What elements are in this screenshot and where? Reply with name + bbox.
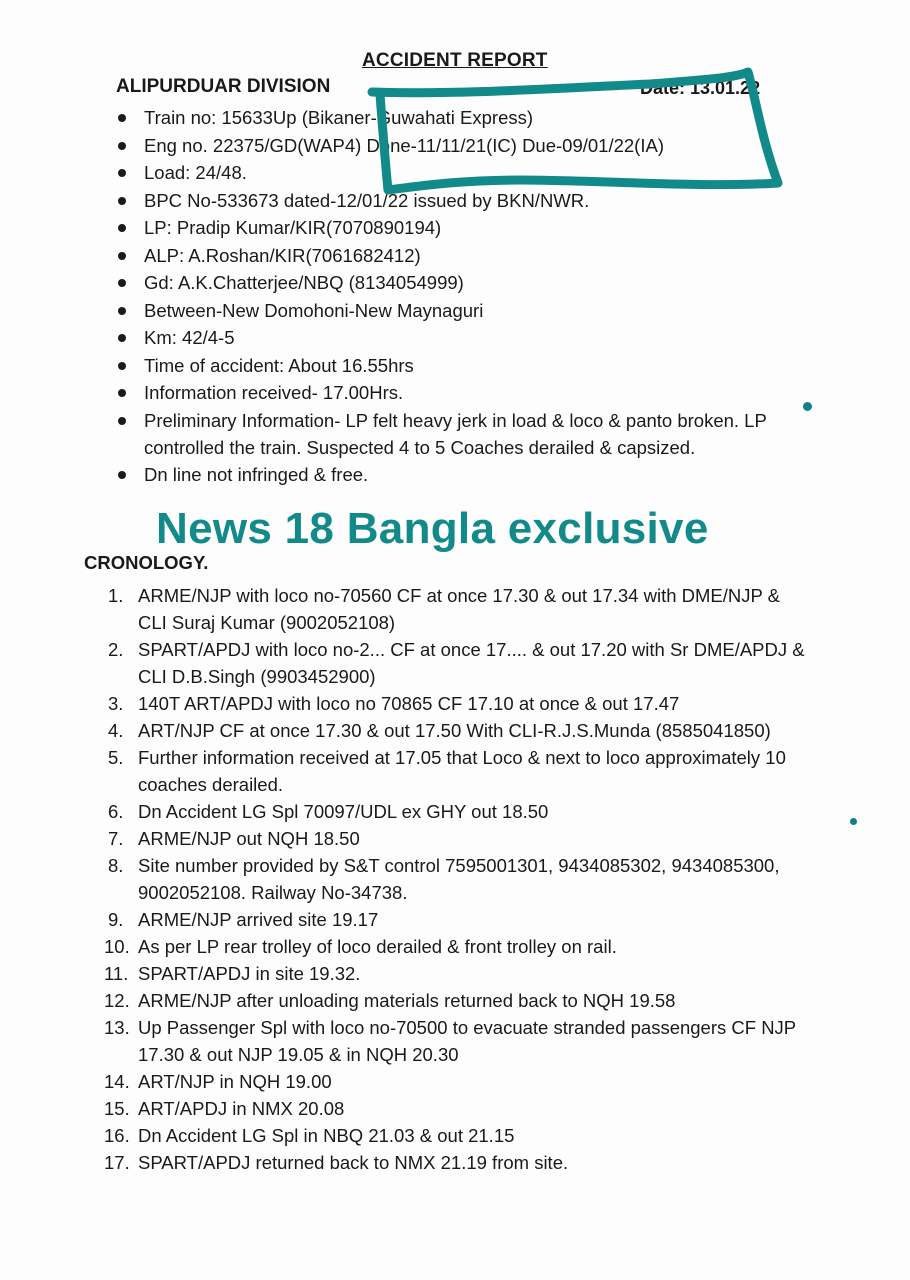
item-text: Further information received at 17.05 that Loco & next to loco approximately 10 coaches derailed. xyxy=(138,747,786,795)
detail-item: ALP: A.Roshan/KIR(7061682412) xyxy=(118,242,798,270)
detail-item: Load: 24/48. xyxy=(118,159,798,187)
detail-item: Gd: A.K.Chatterjee/NBQ (8134054999) xyxy=(118,269,798,297)
chronology-item xyxy=(104,1068,808,1095)
item-text: Site number provided by S&T control 7595001301, 9434085302, 9434085300, 9002052108. Railway No-34738. xyxy=(138,855,780,903)
item-text: ARME/NJP out NQH 18.50 xyxy=(138,828,360,849)
item-number: 16. xyxy=(104,1125,130,1146)
stray-dot xyxy=(803,402,812,411)
item-text: ART/NJP in NQH 19.00 xyxy=(138,1071,332,1092)
detail-item: Information received- 17.00Hrs. xyxy=(118,379,798,407)
detail-item: Between-New Domohoni-New Maynaguri xyxy=(118,297,798,325)
chronology-item xyxy=(104,1149,808,1176)
item-text: ARME/NJP arrived site 19.17 xyxy=(138,909,379,930)
report-title: ACCIDENT REPORT xyxy=(362,50,548,71)
item-text: 140T ART/APDJ with loco no 70865 CF 17.10 at once & out 17.47 xyxy=(138,693,680,714)
item-number: 15. xyxy=(104,1098,130,1119)
details-list xyxy=(118,104,798,488)
item-number: 17. xyxy=(104,1152,130,1173)
chronology-item xyxy=(104,1122,808,1149)
chronology-item xyxy=(108,582,808,636)
chronology-item xyxy=(108,717,808,744)
item-number: 12. xyxy=(104,990,130,1011)
item-number: 6. xyxy=(108,801,124,822)
division-name: ALIPURDUAR DIVISION xyxy=(116,76,331,97)
chronology-item xyxy=(108,852,808,906)
item-number: 14. xyxy=(104,1071,130,1092)
item-text: SPART/APDJ with loco no-2... CF at once 17.... & out 17.20 with Sr DME/APDJ & CLI D.B.Singh (9903452900) xyxy=(138,639,805,687)
item-number: 9. xyxy=(108,909,124,930)
item-number: 13. xyxy=(104,1017,130,1038)
item-text: ARME/NJP after unloading materials returned back to NQH 19.58 xyxy=(138,990,676,1011)
chronology-item xyxy=(104,1095,808,1122)
chronology-item xyxy=(108,798,808,825)
detail-item: Dn line not infringed & free. xyxy=(118,461,798,489)
chronology-heading: CRONOLOGY. xyxy=(84,552,209,573)
chronology-list xyxy=(104,582,808,1176)
item-text: ART/NJP CF at once 17.30 & out 17.50 With CLI-R.J.S.Munda (8585041850) xyxy=(138,720,771,741)
item-text: Up Passenger Spl with loco no-70500 to evacuate stranded passengers CF NJP 17.30 & out NJP 19.05 & in NQH 20.30 xyxy=(138,1017,796,1065)
chronology-item xyxy=(108,825,808,852)
item-text: ARME/NJP with loco no-70560 CF at once 17.30 & out 17.34 with DME/NJP & CLI Suraj Kumar (9002052108) xyxy=(138,585,780,633)
item-number: 3. xyxy=(108,693,124,714)
item-text: Dn Accident LG Spl in NBQ 21.03 & out 21.15 xyxy=(138,1125,515,1146)
item-number: 4. xyxy=(108,720,124,741)
detail-item: Eng no. 22375/GD(WAP4) Done-11/11/21(IC) Due-09/01/22(IA) xyxy=(118,132,798,160)
item-number: 11. xyxy=(104,963,129,984)
item-text: SPART/APDJ returned back to NMX 21.19 from site. xyxy=(138,1152,569,1173)
chronology-item xyxy=(108,690,808,717)
item-text: As per LP rear trolley of loco derailed & front trolley on rail. xyxy=(138,936,617,957)
item-number: 8. xyxy=(108,855,124,876)
detail-item: Time of accident: About 16.55hrs xyxy=(118,352,798,380)
item-text: Dn Accident LG Spl 70097/UDL ex GHY out 18.50 xyxy=(138,801,549,822)
item-text: SPART/APDJ in site 19.32. xyxy=(138,963,361,984)
item-number: 5. xyxy=(108,747,124,768)
item-number: 10. xyxy=(104,936,130,957)
stray-dot xyxy=(850,818,857,825)
chronology-item xyxy=(104,933,808,960)
chronology-item xyxy=(104,987,808,1014)
item-number: 2. xyxy=(108,639,124,660)
detail-item: BPC No-533673 dated-12/01/22 issued by BKN/NWR. xyxy=(118,187,798,215)
news-watermark: News 18 Bangla exclusive xyxy=(156,504,709,553)
detail-item: LP: Pradip Kumar/KIR(7070890194) xyxy=(118,214,798,242)
detail-item: Km: 42/4-5 xyxy=(118,324,798,352)
detail-item: Train no: 15633Up (Bikaner-Guwahati Express) xyxy=(118,104,798,132)
chronology-item xyxy=(108,906,808,933)
item-number: 7. xyxy=(108,828,124,849)
chronology-item xyxy=(108,636,808,690)
chronology-item xyxy=(108,744,808,798)
item-number: 1. xyxy=(108,585,124,606)
chronology-item xyxy=(104,960,808,987)
report-date: Date: 13.01.22 xyxy=(640,78,761,98)
item-text: ART/APDJ in NMX 20.08 xyxy=(138,1098,345,1119)
chronology-item xyxy=(104,1014,808,1068)
detail-item: Preliminary Information- LP felt heavy jerk in load & loco & panto broken. LP controlled the train. Suspected 4 to 5 Coaches derailed & capsized. xyxy=(118,407,798,461)
